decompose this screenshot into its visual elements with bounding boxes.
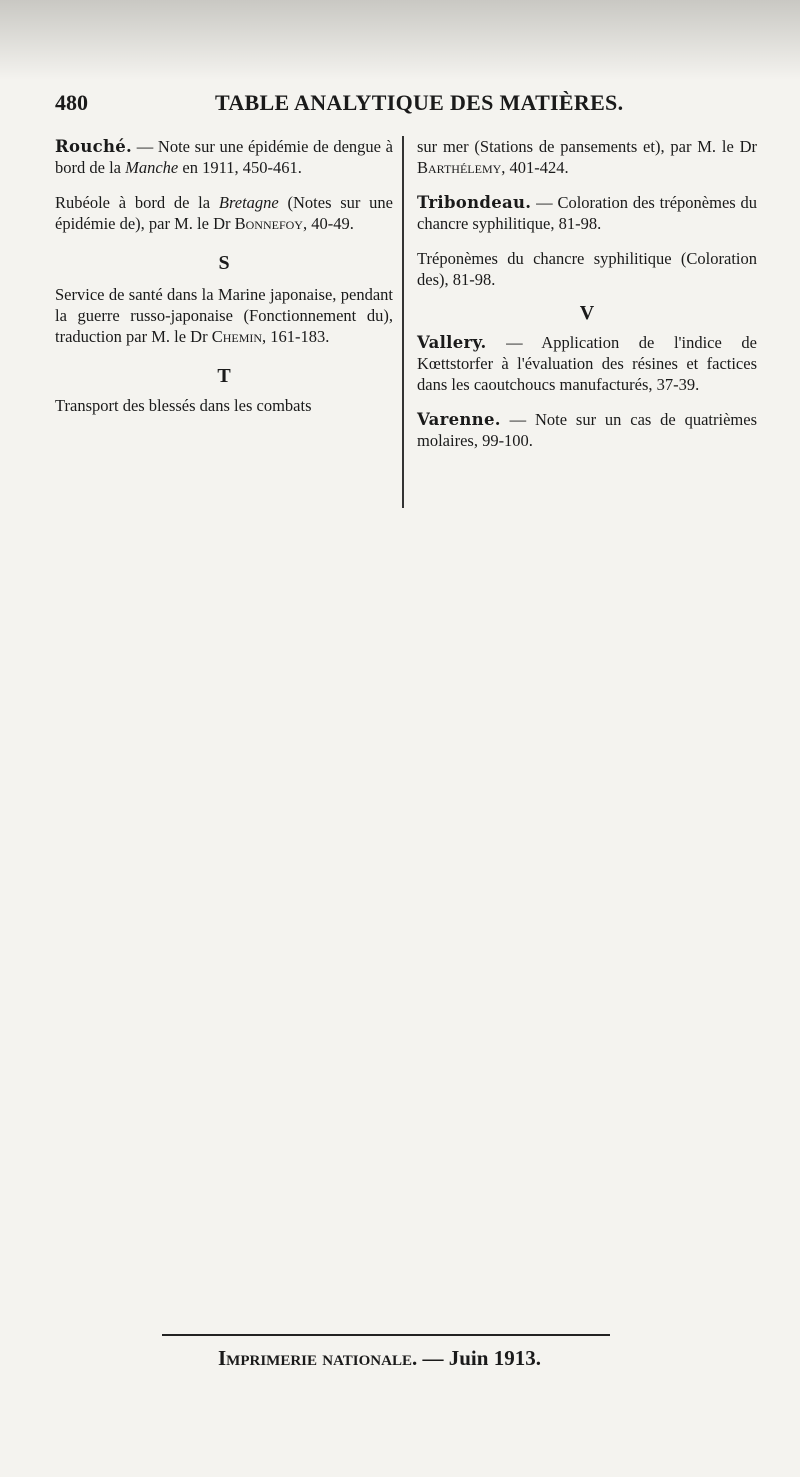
- entry-rubeole: [55, 192, 393, 234]
- page-number: 480: [55, 90, 88, 115]
- entry-text: en 1911, 450-461.: [178, 158, 302, 177]
- entry-transport-continued: [417, 136, 757, 178]
- entry-text: , 401-424.: [501, 158, 569, 177]
- section-letter-v: V: [579, 302, 595, 324]
- entry-text: , 161-183.: [262, 327, 330, 346]
- entry-vallery: [417, 332, 757, 395]
- printer-name: Imprimerie nationale.: [218, 1346, 418, 1370]
- footer-rule: [162, 1334, 610, 1336]
- entry-text: (Notes sur une épidémie de), par M. le Dr: [55, 193, 393, 233]
- left-column: [55, 136, 393, 416]
- entry-text: Service de santé dans la Marine japonaise, pendant la guerre russo-japonaise (Fonctionnement du), traduction par M. le Dr: [55, 285, 393, 346]
- entry-name: Varenne.: [417, 410, 501, 429]
- right-column: [417, 136, 757, 451]
- entry-text: Rubéole à bord de la: [55, 193, 219, 212]
- running-title: TABLE ANALYTIQUE DES MATIÈRES.: [215, 90, 624, 115]
- imprint-footer: [218, 1346, 541, 1371]
- entry-transport: Transport des blessés dans les combats: [55, 396, 312, 415]
- entry-text: sur mer (Stations de pansements et), par M. le Dr: [417, 137, 757, 156]
- section-letter-s: S: [218, 252, 230, 274]
- scan-shadow: [0, 0, 800, 80]
- entry-rouche: [55, 136, 393, 178]
- print-date: — Juin 1913.: [417, 1346, 541, 1370]
- column-divider: [402, 136, 404, 508]
- vessel-name: Manche: [125, 158, 179, 177]
- page-header: [55, 90, 755, 124]
- entry-name: Vallery.: [417, 333, 487, 352]
- vessel-name: Bretagne: [218, 193, 279, 212]
- entry-tribondeau: [417, 192, 757, 234]
- entry-varenne: [417, 409, 757, 451]
- entry-text: , 40-49.: [302, 214, 354, 233]
- entry-name: Tribondeau.: [417, 193, 532, 212]
- entry-name: Rouché.: [55, 137, 133, 156]
- entry-text: — Coloration des tréponèmes du chancre syphilitique, 81-98.: [417, 193, 757, 233]
- entry-treponemes: Tréponèmes du chancre syphilitique (Coloration des), 81-98.: [417, 249, 757, 289]
- entry-text: — Application de l'indice de Kœttstorfer à l'évaluation des résines et factices dans les caoutchoucs manufacturés, 37-39.: [417, 333, 757, 394]
- entry-text: — Note sur un cas de quatrièmes molaires, 99-100.: [417, 410, 757, 450]
- section-letter-t: T: [217, 365, 231, 387]
- entry-text: — Note sur une épidémie de dengue à bord de la: [55, 137, 393, 177]
- author-name: Barthélemy: [417, 158, 502, 177]
- author-name: Bonnefoy: [234, 214, 303, 233]
- entry-service: [55, 284, 393, 347]
- author-name: Chemin: [211, 327, 263, 346]
